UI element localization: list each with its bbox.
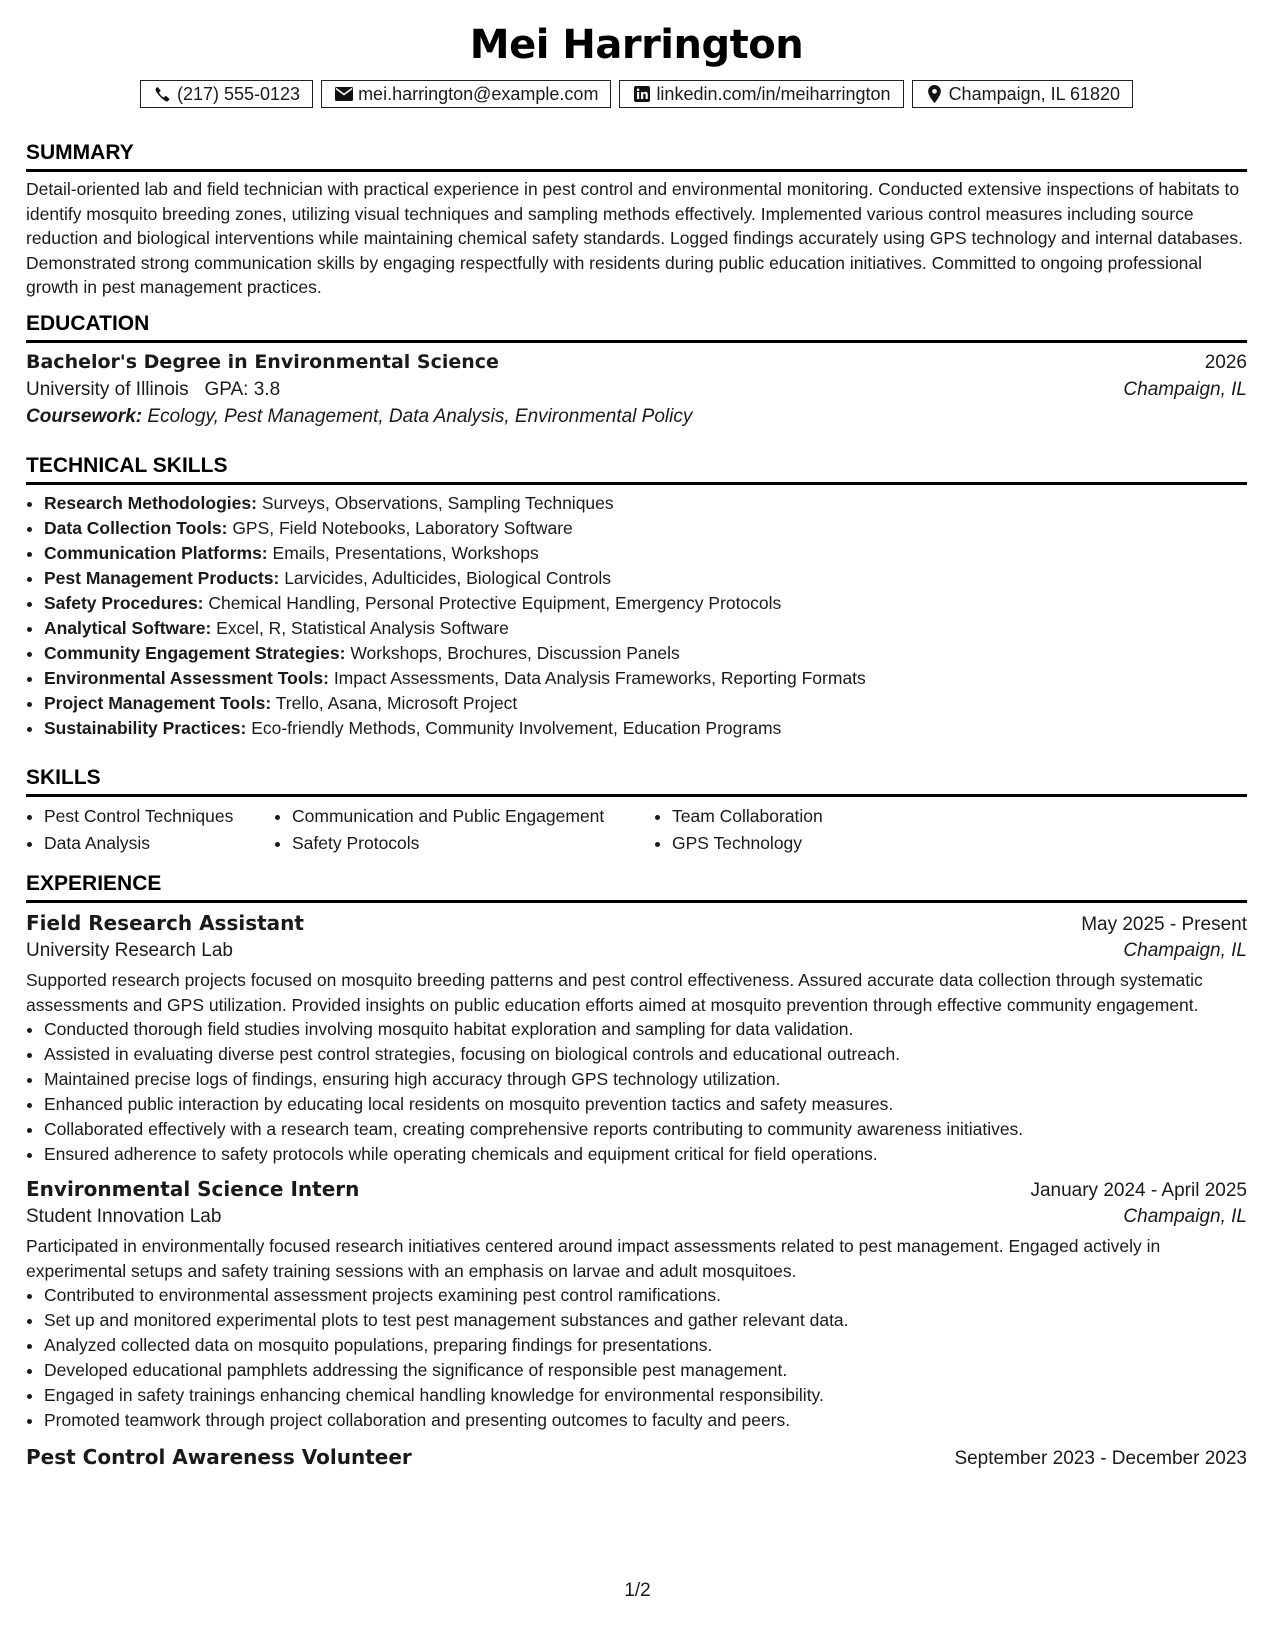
list-item: • Analyzed collected data on mosquito populations, preparing findings for presentations. (44, 1333, 1247, 1358)
skill-value: Emails, Presentations, Workshops (272, 543, 539, 563)
skill-value: Chemical Handling, Personal Protective Equipment, Emergency Protocols (208, 593, 782, 613)
list-item: • Assisted in evaluating diverse pest control strategies, focusing on biological controls and educational outreach. (44, 1042, 1247, 1067)
linkedin-contact[interactable] (619, 80, 903, 108)
graduation-year: 2026 (1204, 352, 1247, 373)
list-item (44, 641, 1247, 666)
coursework-list: Ecology, Pest Management, Data Analysis, Environmental Policy (147, 406, 693, 427)
email-contact[interactable] (321, 80, 611, 108)
skills-column-3 (654, 803, 954, 857)
skill-label: Sustainability Practices: (44, 718, 247, 738)
coursework-line (26, 406, 1247, 428)
skill-value: Trello, Asana, Microsoft Project (275, 693, 518, 713)
email-text: mei.harrington@example.com (358, 83, 599, 104)
job-org-row (26, 1206, 1247, 1228)
job-header (26, 1177, 1247, 1202)
skill-value: GPS, Field Notebooks, Laboratory Software (232, 518, 573, 538)
job-entry (26, 911, 1247, 1167)
job-entry (26, 1177, 1247, 1433)
list-item (44, 516, 1247, 541)
list-item (44, 591, 1247, 616)
skill-label: Community Engagement Strategies: (44, 643, 346, 663)
section-heading: EXPERIENCE (26, 872, 1247, 903)
list-item: • Engaged in safety trainings enhancing chemical handling knowledge for environmental responsibility. (44, 1383, 1247, 1408)
job-entry (26, 1445, 1247, 1470)
job-location: Champaign, IL (1123, 940, 1247, 961)
job-header (26, 911, 1247, 936)
list-item: • Conducted thorough field studies involving mosquito habitat exploration and sampling for data validation. (44, 1017, 1247, 1042)
phone-text: (217) 555-0123 (176, 83, 301, 104)
phone-contact[interactable] (140, 80, 313, 108)
technical-skills-section (26, 454, 1247, 741)
skill-label: Safety Procedures: (44, 593, 204, 613)
skill-label: Data Collection Tools: (44, 518, 228, 538)
job-title: Environmental Science Intern (26, 1177, 360, 1201)
list-item: • Enhanced public interaction by educating local residents on mosquito prevention tactics and safety measures. (44, 1092, 1247, 1117)
list-item (44, 716, 1247, 741)
list-item: • Ensured adherence to safety protocols while operating chemicals and equipment critical for field operations. (44, 1142, 1247, 1167)
section-heading: TECHNICAL SKILLS (26, 454, 1247, 485)
skill-value: Surveys, Observations, Sampling Techniques (261, 493, 614, 513)
skill-label: Communication Platforms: (44, 543, 268, 563)
coursework-label: Coursework: (26, 406, 143, 427)
skill-label: Pest Management Products: (44, 568, 280, 588)
job-bullets (26, 1017, 1247, 1167)
technical-skills-list (26, 491, 1247, 741)
degree-row (26, 351, 1247, 374)
list-item: • Pest Control Techniques (44, 803, 274, 830)
skill-value: Impact Assessments, Data Analysis Frameworks, Reporting Formats (333, 668, 866, 688)
list-item (44, 541, 1247, 566)
gpa: GPA: 3.8 (204, 379, 281, 400)
skills-grid (26, 803, 1247, 857)
section-heading: SKILLS (26, 766, 1247, 797)
education-section (26, 312, 1247, 428)
skill-label: Environmental Assessment Tools: (44, 668, 329, 688)
contact-bar (26, 80, 1247, 108)
job-summary: Participated in environmentally focused research initiatives centered around impact assessments related to pest management. Engaged actively in experimental setups and safety training sessions with an emphasis on larvae and adult mosquitoes. (26, 1236, 1161, 1281)
list-item: • Data Analysis (44, 830, 274, 857)
list-item (44, 666, 1247, 691)
list-item: • Communication and Public Engagement (292, 803, 654, 830)
job-header (26, 1445, 1247, 1470)
summary-section (26, 141, 1247, 300)
phone-icon (153, 84, 173, 104)
section-heading: EDUCATION (26, 312, 1247, 343)
list-item: • GPS Technology (672, 830, 954, 857)
job-location: Champaign, IL (1123, 1206, 1247, 1227)
skill-label: Analytical Software: (44, 618, 212, 638)
skill-value: Eco-friendly Methods, Community Involvement, Education Programs (251, 718, 782, 738)
school-location: Champaign, IL (1123, 379, 1247, 400)
skill-label: Project Management Tools: (44, 693, 272, 713)
list-item: • Developed educational pamphlets addressing the significance of responsible pest management. (44, 1358, 1247, 1383)
skills-column-2 (274, 803, 654, 857)
job-title: Pest Control Awareness Volunteer (26, 1445, 412, 1469)
job-dates: January 2024 - April 2025 (1030, 1180, 1247, 1201)
skills-section (26, 766, 1247, 857)
list-item (44, 616, 1247, 641)
degree-title: Bachelor's Degree in Environmental Science (26, 351, 499, 373)
page-number: 1/2 (624, 1580, 651, 1601)
job-org-row (26, 940, 1247, 962)
skill-value: Workshops, Brochures, Discussion Panels (350, 643, 680, 663)
list-item: • Contributed to environmental assessment projects examining pest control ramifications. (44, 1283, 1247, 1308)
list-item (44, 491, 1247, 516)
list-item: • Maintained precise logs of findings, ensuring high accuracy through GPS technology utilization. (44, 1067, 1247, 1092)
list-item (44, 691, 1247, 716)
school-row (26, 379, 1247, 401)
candidate-name: Mei Harrington (469, 22, 804, 68)
location-contact (912, 80, 1133, 108)
list-item: • Safety Protocols (292, 830, 654, 857)
list-item: • Collaborated effectively with a research team, creating comprehensive reports contributing to community awareness initiatives. (44, 1117, 1247, 1142)
skill-label: Research Methodologies: (44, 493, 257, 513)
skills-column-1 (26, 803, 274, 857)
job-summary: Supported research projects focused on mosquito breeding patterns and pest control effectiveness. Assured accurate data collection through systematic assessments and GPS utilization. Provided insights on public education efforts aimed at mosquito prevention through effective community engagement. (26, 970, 1203, 1015)
location-text: Champaign, IL 61820 (948, 83, 1121, 104)
job-dates: September 2023 - December 2023 (954, 1448, 1247, 1469)
school-line (26, 379, 280, 401)
list-item: • Set up and monitored experimental plots to test pest management substances and gather relevant data. (44, 1308, 1247, 1333)
school-name: University of Illinois (26, 379, 189, 400)
list-item: • Team Collaboration (672, 803, 954, 830)
section-heading: SUMMARY (26, 141, 1247, 172)
summary-text: Detail-oriented lab and field technician with practical experience in pest control and environmental monitoring. Conducted extensive inspections of habitats to identify mosquito breeding zones, utilizing visual techniques and sampling methods effectively. Implemented various control measures including source reduction and biological interventions while maintaining chemical safety standards. Logged findings accurately using GPS technology and internal databases. Demonstrated strong communication skills by engaging respectfully with residents during public education initiatives. Committed to ongoing professional growth in pest management practices. (26, 179, 1243, 297)
linkedin-text: linkedin.com/in/meiharrington (656, 83, 891, 104)
experience-section (26, 872, 1247, 1470)
job-bullets (26, 1283, 1247, 1433)
skill-value: Excel, R, Statistical Analysis Software (216, 618, 509, 638)
map-pin-icon (925, 84, 945, 104)
linkedin-icon (632, 84, 652, 104)
skill-value: Larvicides, Adulticides, Biological Controls (284, 568, 612, 588)
list-item: • Promoted teamwork through project collaboration and presenting outcomes to faculty and peers. (44, 1408, 1247, 1433)
job-org: University Research Lab (26, 940, 233, 961)
job-org: Student Innovation Lab (26, 1206, 222, 1227)
job-dates: May 2025 - Present (1081, 914, 1247, 935)
envelope-icon (334, 84, 354, 104)
list-item (44, 566, 1247, 591)
job-title: Field Research Assistant (26, 911, 304, 935)
